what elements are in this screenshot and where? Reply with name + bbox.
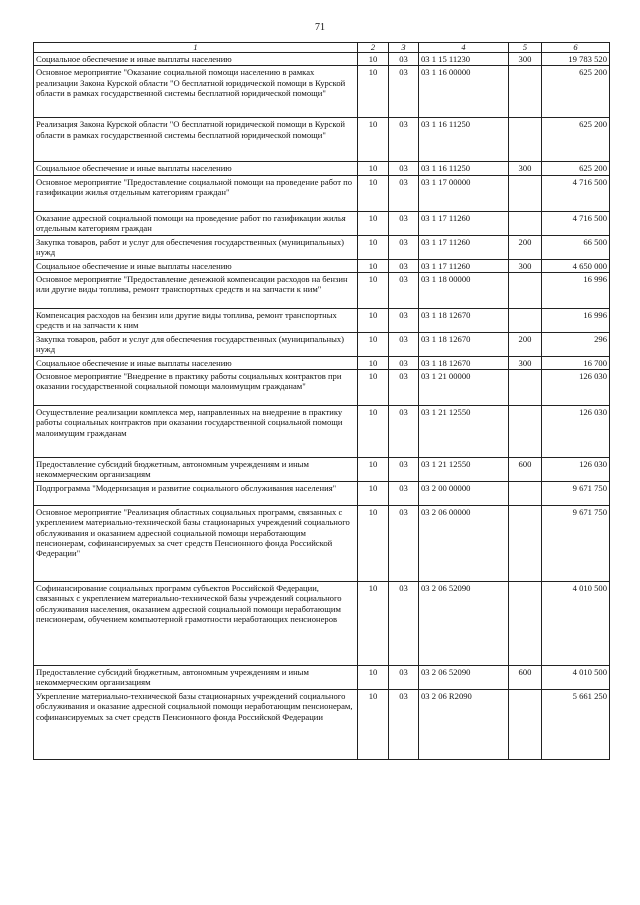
row-name: Предоставление субсидий бюджетным, автономным учреждениям и иным некоммерческим организациям — [34, 458, 358, 482]
row-amount: 4 010 500 — [542, 582, 610, 666]
row-subsection: 03 — [389, 370, 419, 406]
row-subsection: 03 — [389, 272, 419, 308]
table-row — [34, 53, 610, 66]
row-amount: 9 671 750 — [542, 506, 610, 582]
row-expense-type — [509, 175, 542, 211]
row-section: 10 — [358, 259, 389, 272]
row-amount: 66 500 — [542, 235, 610, 259]
table-row — [34, 506, 610, 582]
row-target-article: 03 1 17 11260 — [419, 211, 509, 235]
table-row — [34, 308, 610, 332]
row-name: Основное мероприятие "Предоставление социальной помощи на проведение работ по газификации жилья отдельным категориям граждан" — [34, 175, 358, 211]
row-expense-type: 200 — [509, 332, 542, 356]
row-name: Закупка товаров, работ и услуг для обеспечения государственных (муниципальных) нужд — [34, 332, 358, 356]
row-target-article: 03 1 15 11230 — [419, 53, 509, 66]
table-row — [34, 66, 610, 118]
row-target-article: 03 1 21 00000 — [419, 370, 509, 406]
row-amount: 625 200 — [542, 66, 610, 118]
row-amount: 4 716 500 — [542, 211, 610, 235]
row-name: Основное мероприятие "Реализация областных социальных программ, связанных с укреплением материально-технической базы стационарных учреждений социального обслуживания и оказанием адресной социальной помощи неработающим пенсионерам, софинансируемых за счет средств Пенсионного фонда Российской Федерации" — [34, 506, 358, 582]
row-name: Осуществление реализации комплекса мер, направленных на внедрение в практику работы социальных контрактов при оказании государственной социальной помощи малоимущим гражданам — [34, 406, 358, 458]
row-section: 10 — [358, 482, 389, 506]
row-subsection: 03 — [389, 666, 419, 690]
row-subsection: 03 — [389, 308, 419, 332]
row-name: Подпрограмма "Модернизация и развитие социального обслуживания населения" — [34, 482, 358, 506]
row-target-article: 03 1 21 12550 — [419, 406, 509, 458]
table-row — [34, 406, 610, 458]
budget-allocation-table — [33, 42, 610, 760]
row-target-article: 03 1 16 11250 — [419, 118, 509, 162]
row-subsection: 03 — [389, 332, 419, 356]
row-subsection: 03 — [389, 356, 419, 369]
row-name: Оказание адресной социальной помощи на проведение работ по газификации жилья отдельным категориям граждан — [34, 211, 358, 235]
row-section: 10 — [358, 272, 389, 308]
row-amount: 16 996 — [542, 308, 610, 332]
row-section: 10 — [358, 175, 389, 211]
table-row — [34, 356, 610, 369]
row-name: Закупка товаров, работ и услуг для обеспечения государственных (муниципальных) нужд — [34, 235, 358, 259]
row-name: Основное мероприятие "Предоставление денежной компенсации расходов на бензин или другие виды топлива, ремонт транспортных средств и на запчасти к ним" — [34, 272, 358, 308]
header-expense-type: 5 — [509, 43, 542, 53]
row-expense-type: 600 — [509, 666, 542, 690]
row-amount: 5 661 250 — [542, 690, 610, 760]
row-expense-type: 300 — [509, 259, 542, 272]
row-section: 10 — [358, 370, 389, 406]
row-name: Социальное обеспечение и иные выплаты населению — [34, 53, 358, 66]
header-subsection: 3 — [389, 43, 419, 53]
table-row — [34, 332, 610, 356]
row-section: 10 — [358, 53, 389, 66]
row-section: 10 — [358, 162, 389, 175]
row-target-article: 03 2 00 00000 — [419, 482, 509, 506]
row-expense-type: 300 — [509, 53, 542, 66]
row-target-article: 03 2 06 52090 — [419, 582, 509, 666]
row-subsection: 03 — [389, 162, 419, 175]
row-subsection: 03 — [389, 690, 419, 760]
table-row — [34, 211, 610, 235]
row-expense-type: 600 — [509, 458, 542, 482]
row-target-article: 03 1 18 12670 — [419, 308, 509, 332]
row-expense-type — [509, 482, 542, 506]
table-row — [34, 582, 610, 666]
row-target-article: 03 1 16 00000 — [419, 66, 509, 118]
row-section: 10 — [358, 118, 389, 162]
row-target-article: 03 1 18 12670 — [419, 332, 509, 356]
row-subsection: 03 — [389, 582, 419, 666]
table-header-row — [34, 43, 610, 53]
table-row — [34, 162, 610, 175]
row-expense-type: 300 — [509, 356, 542, 369]
table-row — [34, 118, 610, 162]
row-expense-type — [509, 66, 542, 118]
header-section: 2 — [358, 43, 389, 53]
row-expense-type: 300 — [509, 162, 542, 175]
row-target-article: 03 1 21 12550 — [419, 458, 509, 482]
row-target-article: 03 1 18 12670 — [419, 356, 509, 369]
row-amount: 9 671 750 — [542, 482, 610, 506]
row-subsection: 03 — [389, 175, 419, 211]
row-expense-type — [509, 272, 542, 308]
table-row — [34, 666, 610, 690]
row-name: Социальное обеспечение и иные выплаты населению — [34, 259, 358, 272]
row-subsection: 03 — [389, 211, 419, 235]
row-section: 10 — [358, 666, 389, 690]
row-name: Софинансирование социальных программ субъектов Российской Федерации, связанных с укреплением материально-технической базы учреждений социального обслуживания населения, оказанием адресной социальной помощи неработающим пенсионерам, обучением компьютерной грамотности неработающих пенсионеров — [34, 582, 358, 666]
table-body — [34, 53, 610, 760]
page-number: 71 — [315, 22, 325, 33]
row-section: 10 — [358, 308, 389, 332]
row-expense-type — [509, 308, 542, 332]
header-target-article: 4 — [419, 43, 509, 53]
row-target-article: 03 1 17 00000 — [419, 175, 509, 211]
row-expense-type — [509, 690, 542, 760]
row-subsection: 03 — [389, 235, 419, 259]
row-subsection: 03 — [389, 406, 419, 458]
row-expense-type — [509, 118, 542, 162]
row-amount: 19 783 520 — [542, 53, 610, 66]
table-row — [34, 259, 610, 272]
row-name: Основное мероприятие "Оказание социальной помощи населению в рамках реализации Закона Курской области "О бесплатной юридической помощи в Курской области в рамках государственной системы бесплатной юридической помощи" — [34, 66, 358, 118]
row-amount: 4 010 500 — [542, 666, 610, 690]
row-expense-type — [509, 211, 542, 235]
row-amount: 4 650 000 — [542, 259, 610, 272]
row-subsection: 03 — [389, 458, 419, 482]
row-section: 10 — [358, 458, 389, 482]
row-section: 10 — [358, 506, 389, 582]
row-subsection: 03 — [389, 66, 419, 118]
header-amount: 6 — [542, 43, 610, 53]
row-amount: 625 200 — [542, 162, 610, 175]
row-target-article: 03 1 17 11260 — [419, 259, 509, 272]
row-target-article: 03 1 17 11260 — [419, 235, 509, 259]
row-target-article: 03 2 06 00000 — [419, 506, 509, 582]
row-section: 10 — [358, 406, 389, 458]
row-name: Социальное обеспечение и иные выплаты населению — [34, 162, 358, 175]
row-section: 10 — [358, 582, 389, 666]
row-amount: 296 — [542, 332, 610, 356]
table-row — [34, 272, 610, 308]
table-row — [34, 690, 610, 760]
row-expense-type — [509, 506, 542, 582]
row-section: 10 — [358, 690, 389, 760]
header-name: 1 — [34, 43, 358, 53]
row-amount: 625 200 — [542, 118, 610, 162]
row-name: Компенсация расходов на бензин или другие виды топлива, ремонт транспортных средств и на запчасти к ним — [34, 308, 358, 332]
row-name: Реализация Закона Курской области "О бесплатной юридической помощи в Курской области в рамках государственной системы бесплатной юридической помощи" — [34, 118, 358, 162]
row-expense-type — [509, 370, 542, 406]
row-amount: 16 996 — [542, 272, 610, 308]
row-expense-type — [509, 582, 542, 666]
row-amount: 126 030 — [542, 458, 610, 482]
row-target-article: 03 1 18 00000 — [419, 272, 509, 308]
row-expense-type — [509, 406, 542, 458]
row-section: 10 — [358, 332, 389, 356]
row-amount: 126 030 — [542, 406, 610, 458]
row-subsection: 03 — [389, 482, 419, 506]
row-amount: 126 030 — [542, 370, 610, 406]
row-name: Основное мероприятие "Внедрение в практику работы социальных контрактов при оказании государственной социальной помощи малоимущим гражданам" — [34, 370, 358, 406]
row-section: 10 — [358, 211, 389, 235]
table-row — [34, 482, 610, 506]
row-target-article: 03 2 06 R2090 — [419, 690, 509, 760]
table-row — [34, 175, 610, 211]
row-subsection: 03 — [389, 506, 419, 582]
row-target-article: 03 2 06 52090 — [419, 666, 509, 690]
row-expense-type: 200 — [509, 235, 542, 259]
row-section: 10 — [358, 235, 389, 259]
row-name: Предоставление субсидий бюджетным, автономным учреждениям и иным некоммерческим организациям — [34, 666, 358, 690]
row-subsection: 03 — [389, 259, 419, 272]
row-section: 10 — [358, 356, 389, 369]
table-row — [34, 235, 610, 259]
row-subsection: 03 — [389, 53, 419, 66]
row-section: 10 — [358, 66, 389, 118]
row-subsection: 03 — [389, 118, 419, 162]
row-name: Укрепление материально-технической базы стационарных учреждений социального обслуживания и оказание адресной социальной помощи неработающим пенсионерам, софинансируемых за счет средств Пенсионного фонда Российской Федерации — [34, 690, 358, 760]
table-row — [34, 458, 610, 482]
row-target-article: 03 1 16 11250 — [419, 162, 509, 175]
table-row — [34, 370, 610, 406]
row-amount: 4 716 500 — [542, 175, 610, 211]
row-name: Социальное обеспечение и иные выплаты населению — [34, 356, 358, 369]
row-amount: 16 700 — [542, 356, 610, 369]
